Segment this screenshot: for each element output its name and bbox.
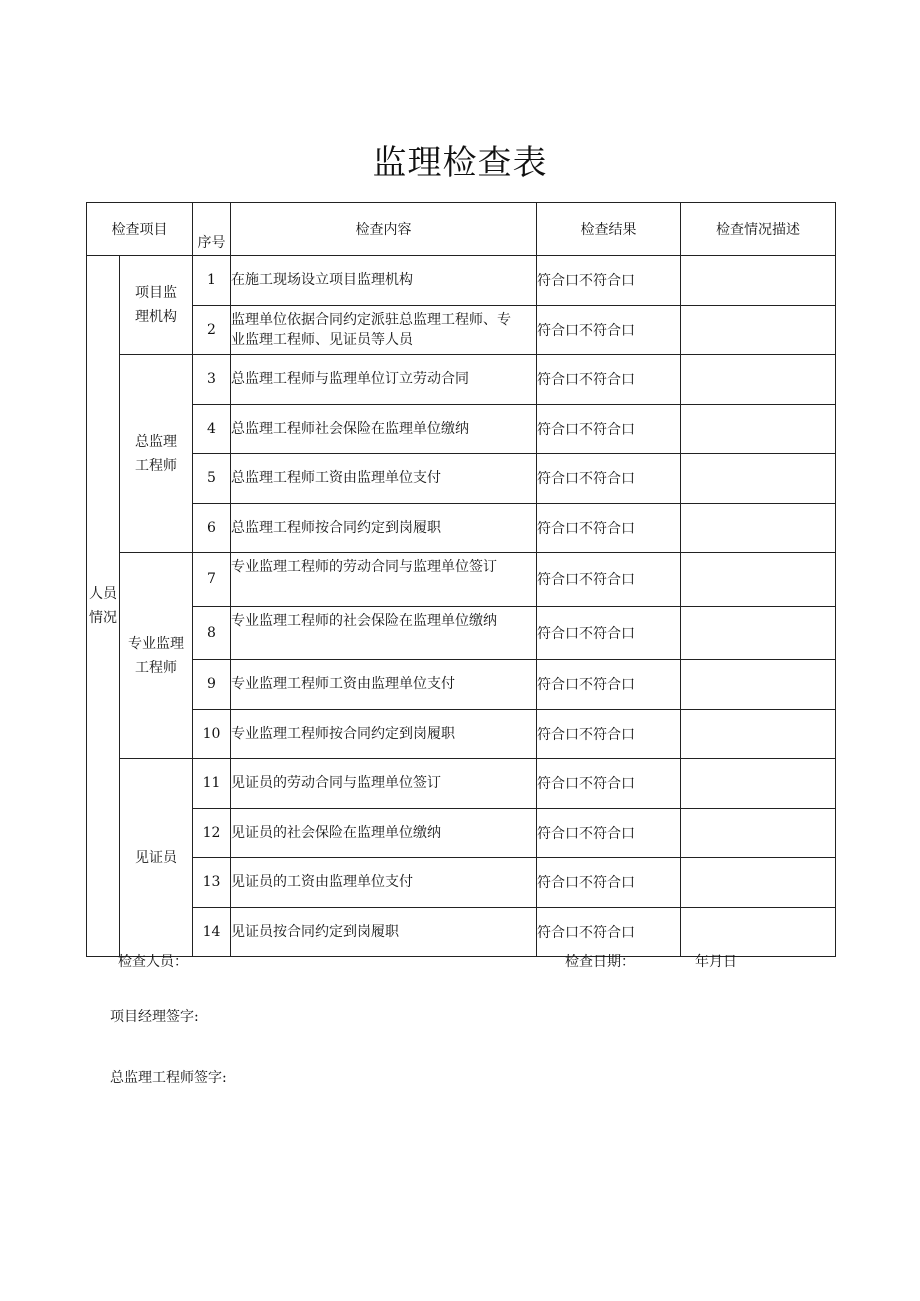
row-desc[interactable]	[681, 759, 836, 809]
page-title: 监理检查表	[372, 143, 548, 183]
row-result[interactable]: 符合口不符合口	[537, 256, 681, 306]
row-seq: 13	[193, 858, 231, 908]
row-result[interactable]: 符合口不符合口	[537, 907, 681, 957]
row-desc[interactable]	[681, 553, 836, 607]
row-seq: 9	[193, 660, 231, 710]
header-result: 检查结果	[537, 203, 681, 256]
row-result[interactable]: 符合口不符合口	[537, 660, 681, 710]
row-result[interactable]: 符合口不符合口	[537, 404, 681, 454]
group-witness: 见证员	[120, 759, 193, 957]
row-result[interactable]: 符合口不符合口	[537, 553, 681, 607]
table-row	[87, 606, 836, 660]
group-chief-engineer: 总监理工程师	[120, 355, 193, 553]
row-content: 总监理工程师与监理单位订立劳动合同	[231, 355, 537, 405]
row-desc[interactable]	[681, 404, 836, 454]
row-result[interactable]: 符合口不符合口	[537, 503, 681, 553]
row-content: 总监理工程师社会保险在监理单位缴纳	[231, 404, 537, 454]
row-desc[interactable]	[681, 454, 836, 504]
table-row	[87, 709, 836, 759]
pm-signature-label: 项目经理签字:	[110, 1009, 199, 1025]
table-row	[87, 404, 836, 454]
inspection-table	[86, 202, 836, 957]
row-seq: 11	[193, 759, 231, 809]
row-result[interactable]: 符合口不符合口	[537, 606, 681, 660]
row-content: 专业监理工程师的社会保险在监理单位缴纳	[231, 606, 537, 660]
row-content: 总监理工程师按合同约定到岗履职	[231, 503, 537, 553]
table-row	[87, 660, 836, 710]
row-seq: 14	[193, 907, 231, 957]
row-content: 见证员的工资由监理单位支付	[231, 858, 537, 908]
row-desc[interactable]	[681, 503, 836, 553]
row-seq: 10	[193, 709, 231, 759]
row-seq: 5	[193, 454, 231, 504]
row-content: 专业监理工程师的劳动合同与监理单位签订	[231, 553, 537, 607]
row-seq: 4	[193, 404, 231, 454]
row-content: 在施工现场设立项目监理机构	[231, 256, 537, 306]
row-content: 见证员的社会保险在监理单位缴纳	[231, 808, 537, 858]
row-content: 专业监理工程师按合同约定到岗履职	[231, 709, 537, 759]
row-result[interactable]: 符合口不符合口	[537, 709, 681, 759]
row-seq: 12	[193, 808, 231, 858]
row-desc[interactable]	[681, 606, 836, 660]
row-seq: 3	[193, 355, 231, 405]
table-row	[87, 454, 836, 504]
row-content: 见证员按合同约定到岗履职	[231, 907, 537, 957]
group-project-office: 项目监理机构	[120, 256, 193, 355]
table-row	[87, 858, 836, 908]
row-seq: 7	[193, 553, 231, 607]
row-seq: 6	[193, 503, 231, 553]
row-desc[interactable]	[681, 709, 836, 759]
row-seq: 2	[193, 305, 231, 355]
table-header-row	[87, 203, 836, 256]
table-row	[87, 503, 836, 553]
row-desc[interactable]	[681, 256, 836, 306]
row-content: 专业监理工程师工资由监理单位支付	[231, 660, 537, 710]
header-desc: 检查情况描述	[681, 203, 836, 256]
row-result[interactable]: 符合口不符合口	[537, 858, 681, 908]
inspector-label: 检查人员：	[118, 954, 188, 970]
row-desc[interactable]	[681, 808, 836, 858]
row-result[interactable]: 符合口不符合口	[537, 759, 681, 809]
table-row	[87, 907, 836, 957]
header-item: 检查项目	[87, 203, 193, 256]
row-desc[interactable]	[681, 660, 836, 710]
table-row	[87, 808, 836, 858]
row-seq: 8	[193, 606, 231, 660]
row-result[interactable]: 符合口不符合口	[537, 305, 681, 355]
row-desc[interactable]	[681, 858, 836, 908]
category-cell: 人员情况	[87, 256, 120, 957]
row-content: 总监理工程师工资由监理单位支付	[231, 454, 537, 504]
row-result[interactable]: 符合口不符合口	[537, 454, 681, 504]
header-content: 检查内容	[231, 203, 537, 256]
header-seq: 序号	[193, 203, 231, 256]
table-row	[87, 355, 836, 405]
inspection-date-value[interactable]: 年月日	[695, 954, 737, 970]
row-result[interactable]: 符合口不符合口	[537, 355, 681, 405]
table-row	[87, 759, 836, 809]
row-desc[interactable]	[681, 305, 836, 355]
row-desc[interactable]	[681, 907, 836, 957]
group-specialist-engineer: 专业监理工程师	[120, 553, 193, 759]
table-row	[87, 256, 836, 306]
row-seq: 1	[193, 256, 231, 306]
table-row	[87, 305, 836, 355]
row-desc[interactable]	[681, 355, 836, 405]
row-content: 监理单位依据合同约定派驻总监理工程师、专业监理工程师、见证员等人员	[231, 305, 537, 355]
row-content: 见证员的劳动合同与监理单位签订	[231, 759, 537, 809]
row-result[interactable]: 符合口不符合口	[537, 808, 681, 858]
chief-signature-label: 总监理工程师签字:	[110, 1070, 227, 1086]
inspection-date-label: 检查日期：	[565, 954, 635, 970]
table-row	[87, 553, 836, 607]
